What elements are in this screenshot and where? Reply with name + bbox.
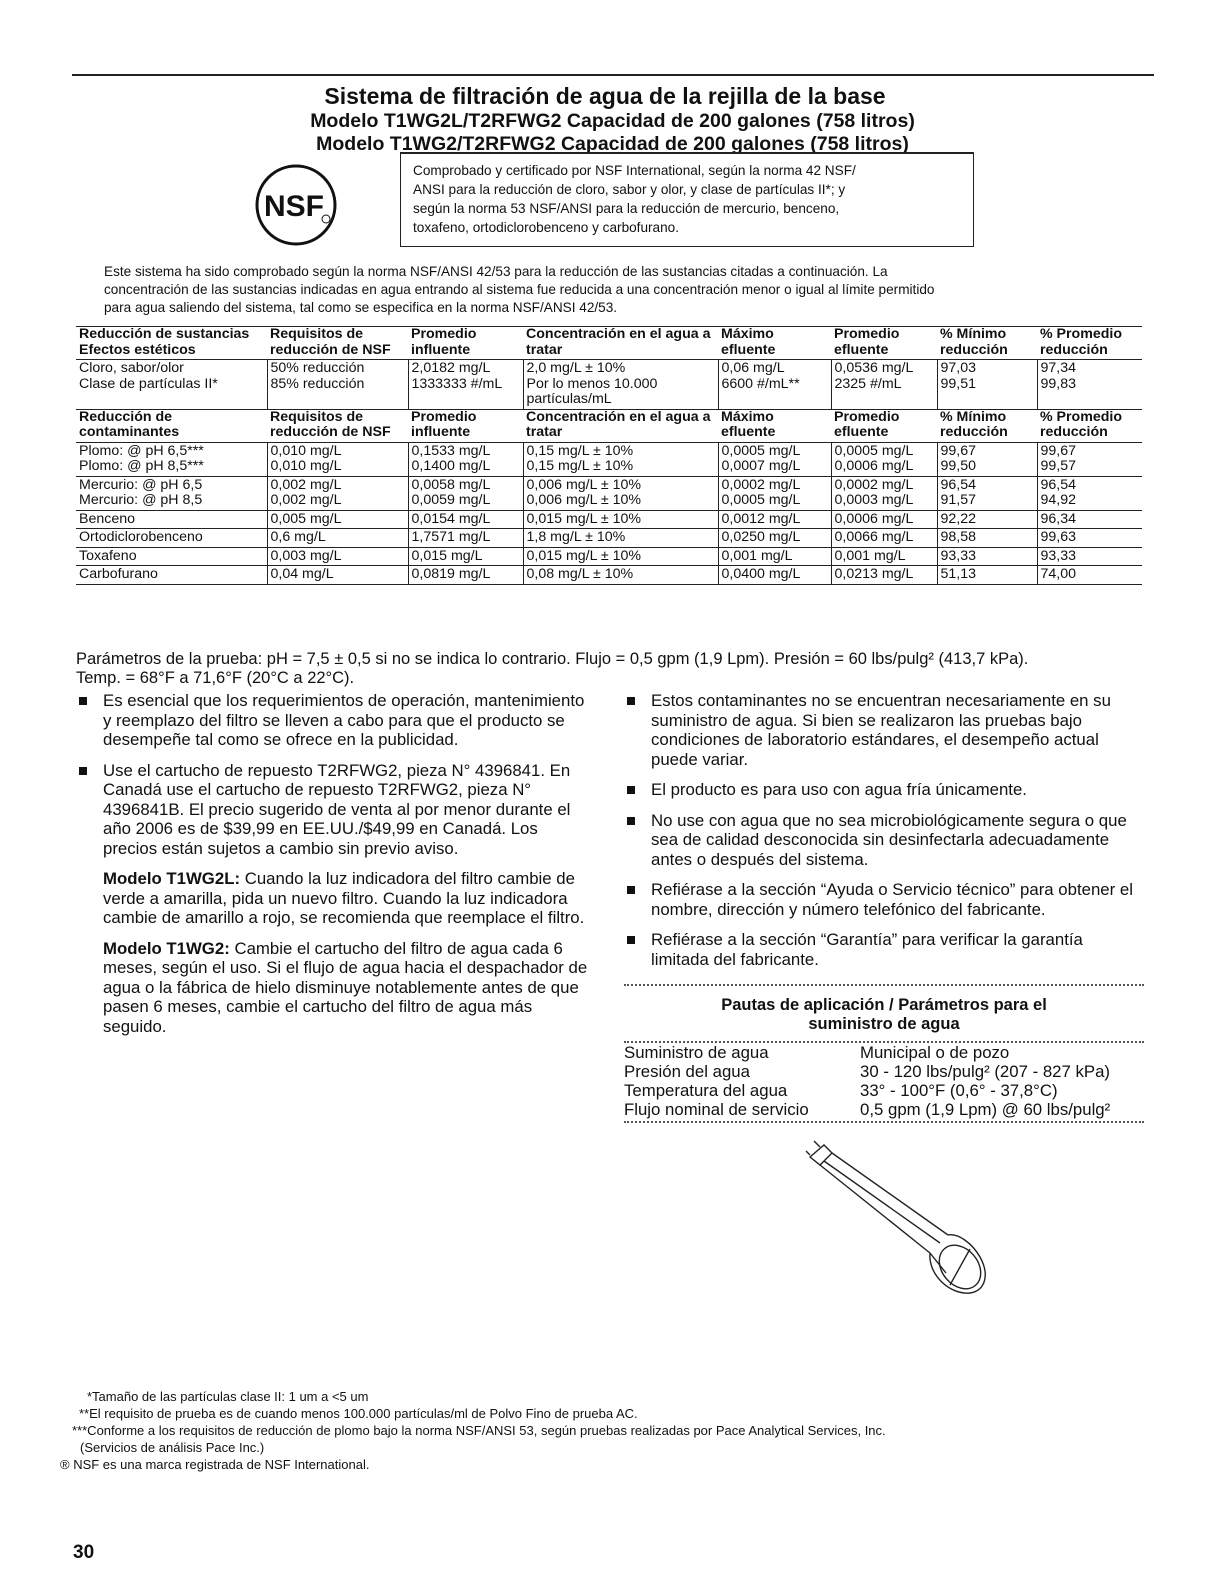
- column-header: Promedio influente: [408, 409, 523, 442]
- table-cell: Mercurio: @ pH 6,5 Mercurio: @ pH 8,5: [76, 476, 267, 510]
- bullet-item: [624, 691, 1144, 769]
- table-cell: 0,04 mg/L: [267, 566, 408, 585]
- column-header: Promedio influente: [408, 327, 523, 360]
- table-cell: 0,0005 mg/L 0,0006 mg/L: [831, 442, 937, 476]
- bullet-item: [624, 780, 1144, 800]
- guide-value: Municipal o de pozo: [860, 1043, 1010, 1062]
- table-cell: 93,33: [1037, 547, 1142, 566]
- footnote: ® NSF es una marca registrada de NSF International.: [60, 1457, 370, 1472]
- table-row: [76, 566, 1142, 585]
- table-cell: 0,0002 mg/L 0,0003 mg/L: [831, 476, 937, 510]
- table-cell: 0,0058 mg/L 0,0059 mg/L: [408, 476, 523, 510]
- table-cell: 0,0250 mg/L: [718, 529, 831, 548]
- table-cell: 0,001 mg/L: [718, 547, 831, 566]
- table-cell: 0,0006 mg/L: [831, 510, 937, 529]
- column-header: Reducción de sustancias Efectos estéticos: [76, 327, 267, 360]
- table-row: [76, 510, 1142, 529]
- table-cell: 0,002 mg/L 0,002 mg/L: [267, 476, 408, 510]
- bullet-square-icon: [627, 886, 635, 894]
- table-cell: 0,08 mg/L ± 10%: [523, 566, 718, 585]
- guide-value: 30 - 120 lbs/pulg² (207 - 827 kPa): [860, 1062, 1110, 1081]
- table-cell: 0,003 mg/L: [267, 547, 408, 566]
- guide-label: Suministro de agua: [624, 1043, 769, 1062]
- table-cell: 0,0819 mg/L: [408, 566, 523, 585]
- bullet-text: Estos contaminantes no se encuentran necesariamente en su suministro de agua. Si bien se realizaron las pruebas bajo condiciones de laboratorio estándares, el desempeño actual puede variar.: [651, 691, 1111, 769]
- bullet-text: Use el cartucho de repuesto T2RFWG2, pieza N° 4396841. En Canadá use el cartucho de repuesto T2RFWG2, pieza N° 4396841B. El precio sugerido de venta al por menor durante el año 2006 es de $39,99 en EE.UU./$49,99 en Canadá. Los precios están sujetos a cambio sin previo aviso.: [103, 760, 571, 858]
- table-cell: 1,8 mg/L ± 10%: [523, 529, 718, 548]
- table-cell: 99,63: [1037, 529, 1142, 548]
- table-cell: 50% reducción 85% reducción: [267, 360, 408, 410]
- model-label: Modelo T1WG2:: [103, 938, 230, 958]
- table-header-row: [76, 327, 1142, 360]
- table-cell: 0,010 mg/L 0,010 mg/L: [267, 442, 408, 476]
- table-header-row: [76, 409, 1142, 442]
- table-cell: 0,0154 mg/L: [408, 510, 523, 529]
- table-cell: 0,0002 mg/L 0,0005 mg/L: [718, 476, 831, 510]
- certification-box: [400, 152, 974, 247]
- bullet-square-icon: [627, 697, 635, 705]
- column-header: % Promedio reducción: [1037, 327, 1142, 360]
- guidelines-title: [624, 996, 1144, 1034]
- table-row: [624, 1043, 1144, 1062]
- column-header: Máximo efluente: [718, 409, 831, 442]
- cert-line: según la norma 53 NSF/ANSI para la reducción de mercurio, benceno,: [413, 201, 840, 216]
- table-cell: 0,005 mg/L: [267, 510, 408, 529]
- table-cell: 0,015 mg/L: [408, 547, 523, 566]
- table-cell: 74,00: [1037, 566, 1142, 585]
- column-header: Concentración en el agua a tratar: [523, 327, 718, 360]
- bullet-square-icon: [627, 936, 635, 944]
- table-cell: 0,1533 mg/L 0,1400 mg/L: [408, 442, 523, 476]
- table-cell: Carbofurano: [76, 566, 267, 585]
- column-header: Máximo efluente: [718, 327, 831, 360]
- table-cell: 0,0213 mg/L: [831, 566, 937, 585]
- nsf-logo-icon: [254, 163, 338, 247]
- bullet-square-icon: [627, 786, 635, 794]
- table-row: [76, 529, 1142, 548]
- table-cell: 96,54 91,57: [937, 476, 1037, 510]
- table-cell: 96,34: [1037, 510, 1142, 529]
- table-row: [76, 442, 1142, 476]
- model-text: Cambie el cartucho del filtro de agua cada 6 meses, según el uso. Si el flujo de agua hacia el despachador de agua o la fábrica de hielo disminuye notablemente antes de que pasen 6 meses, cambie el cartucho del filtro de agua más seguido.: [103, 938, 588, 1036]
- table-row: [624, 1062, 1144, 1081]
- footnote: ***Conforme a los requisitos de reducción de plomo bajo la norma NSF/ANSI 53, según pruebas realizadas por Pace Analytical Services, Inc.: [72, 1423, 886, 1438]
- bullet-text: El producto es para uso con agua fría únicamente.: [651, 780, 1027, 799]
- table-cell: 0,0012 mg/L: [718, 510, 831, 529]
- table-cell: 0,0005 mg/L 0,0007 mg/L: [718, 442, 831, 476]
- guidelines-title-line: suministro de agua: [808, 1015, 960, 1033]
- table-cell: 0,06 mg/L 6600 #/mL**: [718, 360, 831, 410]
- table-cell: 0,015 mg/L ± 10%: [523, 510, 718, 529]
- model-t1wg2-note: [76, 939, 596, 1037]
- test-parameters: [76, 650, 1156, 688]
- table-row: [624, 1100, 1144, 1119]
- column-header: Promedio efluente: [831, 409, 937, 442]
- table-cell: 0,006 mg/L ± 10% 0,006 mg/L ± 10%: [523, 476, 718, 510]
- params-line: Temp. = 68°F a 71,6°F (20°C a 22°C).: [76, 669, 355, 687]
- table-cell: 0,0536 mg/L 2325 #/mL: [831, 360, 937, 410]
- table-cell: 0,6 mg/L: [267, 529, 408, 548]
- guide-label: Presión del agua: [624, 1062, 750, 1081]
- table-cell: Plomo: @ pH 6,5*** Plomo: @ pH 8,5***: [76, 442, 267, 476]
- table-row: [624, 1081, 1144, 1100]
- guide-value: 0,5 gpm (1,9 Lpm) @ 60 lbs/pulg²: [860, 1100, 1111, 1119]
- bullet-square-icon: [627, 817, 635, 825]
- table-row: [76, 476, 1142, 510]
- filter-cartridge-icon: [780, 1135, 1010, 1305]
- table-cell: 2,0 mg/L ± 10% Por lo menos 10.000 partículas/mL: [523, 360, 718, 410]
- dotted-divider: [624, 984, 1144, 986]
- table-cell: 0,001 mg/L: [831, 547, 937, 566]
- column-header: % Promedio reducción: [1037, 409, 1142, 442]
- footnote: *Tamaño de las partículas clase II: 1 um a <5 um: [87, 1389, 369, 1404]
- column-header: % Mínimo reducción: [937, 409, 1037, 442]
- intro-line: para agua saliendo del sistema, tal como se especifica en la norma NSF/ANSI 42/53.: [104, 300, 618, 315]
- table-cell: 0,015 mg/L ± 10%: [523, 547, 718, 566]
- bullet-item: [624, 811, 1144, 870]
- intro-line: concentración de las sustancias indicadas en agua entrando al sistema fue reducida a una concentración menor o igual al límite permitido: [104, 282, 935, 297]
- cert-line: ANSI para la reducción de cloro, sabor y olor, y clase de partículas II*; y: [413, 182, 846, 197]
- top-rule: [72, 74, 1154, 76]
- model-text: Cuando la luz indicadora del filtro cambie de verde a amarilla, pida un nuevo filtro. Cuando la luz indicadora cambie de amarillo a rojo, se recomienda que reemplace el filtro.: [103, 869, 585, 927]
- guidelines-table: [624, 1043, 1144, 1119]
- table-cell: 92,22: [937, 510, 1037, 529]
- table-cell: 98,58: [937, 529, 1037, 548]
- page-number: 30: [73, 1542, 95, 1563]
- guide-value: 33° - 100°F (0,6° - 37,8°C): [860, 1081, 1058, 1100]
- column-header: Promedio efluente: [831, 327, 937, 360]
- intro-paragraph: [104, 263, 1156, 317]
- guidelines-title-line: Pautas de aplicación / Parámetros para el: [721, 996, 1047, 1014]
- column-header: Requisitos de reducción de NSF: [267, 327, 408, 360]
- bullet-item: [76, 761, 596, 859]
- guide-label: Flujo nominal de servicio: [624, 1100, 809, 1119]
- table-cell: 97,03 99,51: [937, 360, 1037, 410]
- footnotes: [60, 1388, 1160, 1473]
- guide-label: Temperatura del agua: [624, 1081, 788, 1100]
- cert-line: toxafeno, ortodiclorobenceno y carbofurano.: [413, 220, 680, 235]
- table-cell: Benceno: [76, 510, 267, 529]
- table-cell: 97,34 99,83: [1037, 360, 1142, 410]
- right-column: [624, 691, 1144, 980]
- column-header: Reducción de contaminantes: [76, 409, 267, 442]
- table-cell: Ortodiclorobenceno: [76, 529, 267, 548]
- left-column: [76, 691, 596, 1047]
- bullet-item: [76, 691, 596, 750]
- footnote: (Servicios de análisis Pace Inc.): [80, 1440, 265, 1455]
- table-cell: 2,0182 mg/L 1333333 #/mL: [408, 360, 523, 410]
- reduction-table: [76, 326, 1142, 585]
- model-label: Modelo T1WG2L:: [103, 869, 241, 888]
- table-cell: 96,54 94,92: [1037, 476, 1142, 510]
- page-title: Sistema de filtración de agua de la rejilla de la base: [324, 83, 886, 109]
- column-header: % Mínimo reducción: [937, 327, 1037, 360]
- cert-line: Comprobado y certificado por NSF International, según la norma 42 NSF/: [413, 163, 856, 178]
- bullet-text: Refiérase a la sección “Garantía” para verificar la garantía limitada del fabricante.: [651, 930, 1083, 969]
- params-line: Parámetros de la prueba: pH = 7,5 ± 0,5 si no se indica lo contrario. Flujo = 0,5 gpm (1,9 Lpm). Presión = 60 lbs/pulg² (413,7 kPa).: [76, 650, 1029, 668]
- footnote: **El requisito de prueba es de cuando menos 100.000 partículas/ml de Polvo Fino de prueba AC.: [79, 1406, 638, 1421]
- table-cell: 0,0400 mg/L: [718, 566, 831, 585]
- table-cell: 99,67 99,57: [1037, 442, 1142, 476]
- bullet-text: Es esencial que los requerimientos de operación, mantenimiento y reemplazo del filtro se lleven a cabo para que el producto se desempeñe tal como se ofrece en la publicidad.: [103, 691, 585, 749]
- title-block: [0, 82, 1225, 156]
- subtitle-model-2: Modelo T1WG2/T2RFWG2 Capacidad de 200 galones (758 litros): [316, 133, 909, 155]
- bullet-text: No use con agua que no sea microbiológicamente segura o que sea de calidad desconocida sin desinfectarla adecuadamente antes o después del sistema.: [651, 810, 1127, 869]
- table-cell: 51,13: [937, 566, 1037, 585]
- table-cell: Cloro, sabor/olor Clase de partículas II*: [76, 360, 267, 410]
- table-cell: 93,33: [937, 547, 1037, 566]
- bullet-square-icon: [79, 697, 87, 705]
- bullet-item: [624, 930, 1144, 969]
- table-row: [76, 547, 1142, 566]
- table-row: [76, 360, 1142, 410]
- table-cell: 99,67 99,50: [937, 442, 1037, 476]
- table-cell: 0,15 mg/L ± 10% 0,15 mg/L ± 10%: [523, 442, 718, 476]
- column-header: Concentración en el agua a tratar: [523, 409, 718, 442]
- dotted-divider: [624, 1121, 1144, 1123]
- model-t1wg2l-note: [76, 869, 596, 928]
- bullet-text: Refiérase a la sección “Ayuda o Servicio técnico” para obtener el nombre, dirección y número telefónico del fabricante.: [651, 880, 1133, 919]
- table-cell: Toxafeno: [76, 547, 267, 566]
- column-header: Requisitos de reducción de NSF: [267, 409, 408, 442]
- table-cell: 1,7571 mg/L: [408, 529, 523, 548]
- subtitle-model-1: Modelo T1WG2L/T2RFWG2 Capacidad de 200 galones (758 litros): [310, 110, 915, 132]
- nsf-logo-text: NSF: [264, 190, 324, 223]
- guidelines-box: [624, 984, 1144, 1123]
- intro-line: Este sistema ha sido comprobado según la norma NSF/ANSI 42/53 para la reducción de las sustancias citadas a continuación. La: [104, 264, 888, 279]
- bullet-square-icon: [79, 767, 87, 775]
- table-cell: 0,0066 mg/L: [831, 529, 937, 548]
- bullet-item: [624, 880, 1144, 919]
